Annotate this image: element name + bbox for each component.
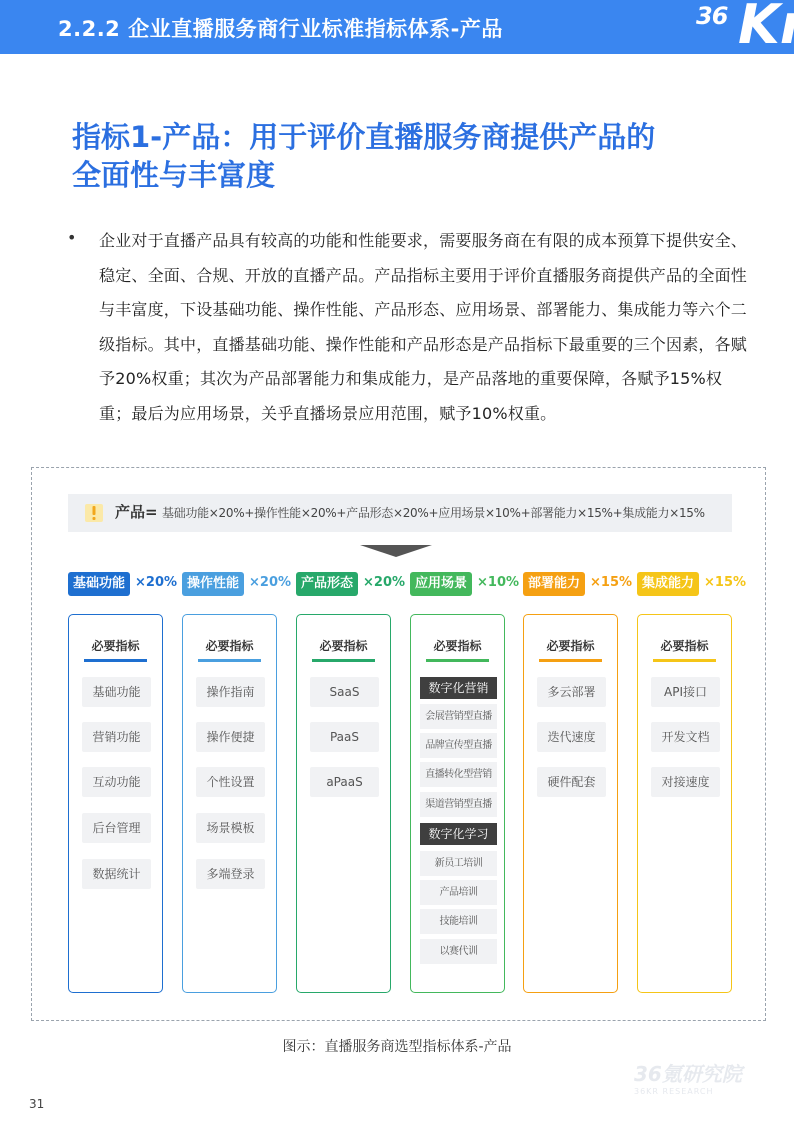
list-item: 操作指南 (196, 677, 265, 707)
list-item: 技能培训 (420, 909, 497, 934)
formula-expression: 基础功能×20%+操作性能×20%+产品形态×20%+应用场景×10%+部署能力×15%+集成能力×15% (162, 506, 705, 520)
column-deploy (523, 614, 618, 993)
category-weight-scenario: ×10% (477, 575, 520, 590)
list-item: API接口 (651, 677, 720, 707)
list-item: 场景模板 (196, 813, 265, 843)
list-item: 品牌宣传型直播 (420, 733, 497, 758)
category-weight-basic: ×20% (135, 575, 178, 590)
column-basic (68, 614, 163, 993)
logo-letters: Kr (738, 0, 806, 56)
page-number: 31 (29, 1097, 45, 1111)
column-header: 必要指标 (546, 639, 595, 653)
column-underline (84, 659, 147, 662)
column-form (296, 614, 391, 993)
watermark (634, 1058, 742, 1096)
category-tag-integrate: 集成能力 (637, 572, 699, 596)
list-item: 新员工培训 (420, 851, 497, 876)
brand-logo (694, 0, 806, 56)
list-item: 渠道营销型直播 (420, 792, 497, 817)
heading-line-2: 全面性与丰富度 (72, 158, 276, 192)
list-item: 以赛代训 (420, 939, 497, 964)
list-item: 硬件配套 (537, 767, 606, 797)
lightbulb-icon (82, 501, 106, 525)
list-item: 直播转化型营销 (420, 762, 497, 787)
column-underline (426, 659, 489, 662)
list-item: 个性设置 (196, 767, 265, 797)
header-bar (0, 0, 806, 56)
category-weight-form: ×20% (363, 575, 406, 590)
list-item: 互动功能 (82, 767, 151, 797)
list-item: aPaaS (310, 767, 379, 797)
watermark-line-2: 36KR RESEARCH (634, 1087, 714, 1096)
column-integrate (637, 614, 732, 993)
section-title: 2.2.2 企业直播服务商行业标准指标体系-产品 (58, 17, 503, 41)
group-header-marketing: 数字化营销 (420, 677, 497, 699)
column-header: 必要指标 (660, 639, 709, 653)
column-scenario (410, 614, 505, 993)
list-item: 操作便捷 (196, 722, 265, 752)
column-header: 必要指标 (91, 639, 140, 653)
column-header: 必要指标 (319, 639, 368, 653)
logo-number: 36 (696, 2, 728, 30)
heading-line-1: 指标1-产品：用于评价直播服务商提供产品的 (72, 120, 656, 154)
category-tag-basic: 基础功能 (68, 572, 130, 596)
list-item: 产品培训 (420, 880, 497, 905)
category-tag-deploy: 部署能力 (523, 572, 585, 596)
figure-caption: 图示：直播服务商选型指标体系-产品 (282, 1039, 512, 1055)
formula-box (68, 494, 732, 532)
list-item: 对接速度 (651, 767, 720, 797)
list-item: 基础功能 (82, 677, 151, 707)
list-item: 多端登录 (196, 859, 265, 889)
page-heading (72, 118, 752, 194)
category-weight-deploy: ×15% (590, 575, 633, 590)
category-weight-integrate: ×15% (704, 575, 747, 590)
list-item: 营销功能 (82, 722, 151, 752)
list-item: 开发文档 (651, 722, 720, 752)
column-operation (182, 614, 277, 993)
body-paragraph: 企业对于直播产品具有较高的功能和性能要求，需要服务商在有限的成本预算下提供安全、稳定、全面、合规、开放的直播产品。产品指标主要用于评价直播服务商提供产品的全面性与丰富度，下设基础功能、操作性能、产品形态、应用场景、部署能力、集成能力等六个二级指标。其中，直播基础功能、操作性能和产品形态是产品指标下最重要的三个因素，各赋予20%权重；其次为产品部署能力和集成能力，是产品落地的重要保障，各赋予15%权重；最后为应用场景，关乎直播场景应用范围，赋予10%权重。 (99, 231, 748, 423)
list-item: 会展营销型直播 (420, 704, 497, 729)
list-item: 后台管理 (82, 813, 151, 843)
category-weight-operation: ×20% (249, 575, 292, 590)
column-header: 必要指标 (205, 639, 254, 653)
category-tag-form: 产品形态 (296, 572, 358, 596)
list-item: PaaS (310, 722, 379, 752)
category-tag-operation: 操作性能 (182, 572, 244, 596)
list-item: 迭代速度 (537, 722, 606, 752)
formula-label: 产品= (115, 503, 158, 521)
category-tag-scenario: 应用场景 (410, 572, 472, 596)
column-underline (312, 659, 375, 662)
column-underline (539, 659, 602, 662)
column-underline (653, 659, 716, 662)
bullet-icon: • (67, 228, 77, 247)
watermark-line-1: 36氪研究院 (634, 1062, 742, 1086)
column-underline (198, 659, 261, 662)
list-item: 数据统计 (82, 859, 151, 889)
list-item: SaaS (310, 677, 379, 707)
group-header-learning: 数字化学习 (420, 823, 497, 845)
column-header: 必要指标 (433, 639, 482, 653)
arrow-down-icon (360, 545, 432, 557)
list-item: 多云部署 (537, 677, 606, 707)
